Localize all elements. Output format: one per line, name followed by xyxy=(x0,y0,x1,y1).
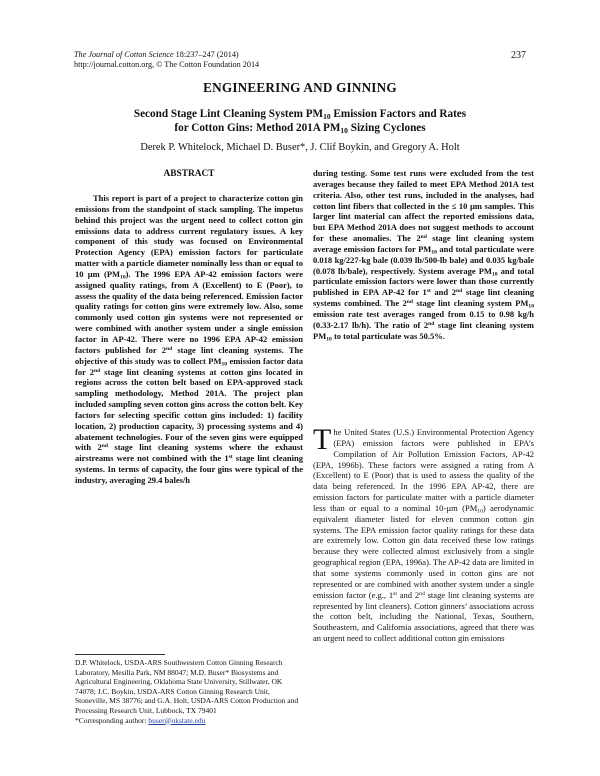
drop-cap: T xyxy=(313,423,332,456)
affiliation-text: D.P. Whitelock, USDA-ARS Southwestern Cotton Ginning Research Laboratory, Mesilla Park, NM 88047; M.D. Buser* Biosystems and Agricultural Engineering, Oklahoma State University, Stillwater, OK 74078; J.C. Boykin, USDA-ARS Cotton Ginning Research Unit, Stoneville, MS 38776; and G.A. Holt, USDA-ARS Cotton Production and Processing Research Unit, Lubbock, TX 79401 xyxy=(75,658,299,715)
abstract-heading: ABSTRACT xyxy=(163,169,215,179)
page-number: 237 xyxy=(511,50,526,61)
journal-citation: 18:237–247 (2014) xyxy=(173,50,239,59)
footnote-divider xyxy=(75,654,165,655)
author-email-link[interactable]: buser@okstate.edu xyxy=(148,715,206,725)
introduction-text: The United States (U.S.) Environmental Protection Agency (EPA) emission factors were published in EPA’s Compilation of Air Pollution Emission Factors, AP-42 (EPA, 1996b). These factors were assigned a rating from A (Excellent) to E (Poor) that is used to assess the quality of the data being referenced. In the 1996 EPA AP-42, there are emission factors for particulate matter with a particle diameter less than or equal to a nominal 10-µm $(PM_{10})$ aerodynamic equivalent diameter listed for eleven common cotton gin systems. The EPA emission factor quality ratings for these data are extremely low. Cotton gin data received these low ratings because they were collected almost exclusively from a single geographical region (EPA, 1996a). The AP-42 data are limited in that some systems commonly used in cotton gins are not represented or are combined with another system under a single emission factor (e.g., 1st and 2nd stage lint cleaning systems are represented by lint cleaners). Cotton ginners’ associations across the cotton belt, including the National, Texas, Southern, Southeastern, and California associations, agreed that there was an urgent need to collect additional cotton gin emissions xyxy=(313,423,534,644)
author-list: Derek P. Whitelock, Michael D. Buser*, J. Clif Boykin, and Gregory A. Holt xyxy=(140,142,460,153)
title-text: for Cotton Gins: Method 201A PM xyxy=(174,122,341,134)
corresponding-author-label: *Corresponding author: xyxy=(75,715,149,725)
abstract-text-right: during testing. Some test runs were excluded from the test averages because they failed to meet EPA Method 201A test criteria. Also, other test runs, included in the analyses, had cotton lint fibers that collected in the ≤ 10 µm samples. This larger lint material can affect the reported emissions data, but EPA Method 201A does not suggest methods to account for these anomalies. The 2nd stage lint cleaning system average emission factors for $PM_{10}$ and total particulate were 0.018 kg/227-kg bale (0.039 lb/500-lb bale) and 0.035 kg/bale (0.078 lb/bale), respectively. System average $PM_{10}$ and total particulate emission factors were lower than those currently published in EPA AP-42 for 1st and 2nd stage lint cleaning systems combined. The 2nd stage lint cleaning system $PM_{10}$ emission rate test averages ranged from 0.15 to 0.98 kg/h (0.33-2.17 lb/h). The ratio of 2nd stage lint cleaning system $PM_{10}$ to total particulate was 50.5%. xyxy=(313,168,535,343)
title-text: Emission Factors and Rates xyxy=(330,108,467,120)
title-subscript: 10 xyxy=(323,112,331,121)
paper-title xyxy=(90,107,510,135)
title-text: Second Stage Lint Cleaning System PM xyxy=(133,108,324,120)
journal-url-line: http://journal.cotton.org, © The Cotton Foundation 2014 xyxy=(74,60,260,69)
running-header xyxy=(74,50,259,70)
title-subscript: 10 xyxy=(340,126,348,135)
author-affiliations xyxy=(75,658,301,725)
abstract-text-left: This report is part of a project to characterize cotton gin emissions from the standpoint of stack sampling. The impetus behind this project was the urgent need to collect cotton gin emissions data to address current regulatory issues. A key component of this study was focused on Environmental Protection Agency (EPA) emission factors for particulate matter with a particle diameter nominally less than or equal to 10 µm $(PM_{10})$. The 1996 EPA AP-42 emission factors were assigned quality ratings, from A (Excellent) to E (Poor), to assess the quality of the data being referenced. Emission factor quality ratings for cotton gins were extremely low. Also, some commonly used cotton gin systems were not represented or were combined with another system under a single emission factor in AP-42. There were no 1996 EPA AP-42 emission factors published for 2nd stage lint cleaning systems. The objective of this study was to collect $PM_{10}$ emission factor data for 2nd stage lint cleaning systems at cotton gins located in regions across the cotton belt based on EPA-approved stack sampling methodology, Method 201A. The project plan included sampling seven cotton gins across the cotton belt. Key factors for selecting specific cotton gins included: 1) facility location, 2) production capacity, 3) processing systems and 4) abatement technologies. Four of the seven gins were equipped with 2nd stage lint cleaning systems where the exhaust airstreams were not combined with the 1st stage lint cleaning systems. In terms of capacity, the four gins were typical of the industry, averaging 29.4 bales/h xyxy=(75,193,304,485)
journal-name: The Journal of Cotton Science xyxy=(74,50,174,59)
section-heading: ENGINEERING AND GINNING xyxy=(203,80,397,95)
title-text: Sizing Cyclones xyxy=(347,122,426,134)
